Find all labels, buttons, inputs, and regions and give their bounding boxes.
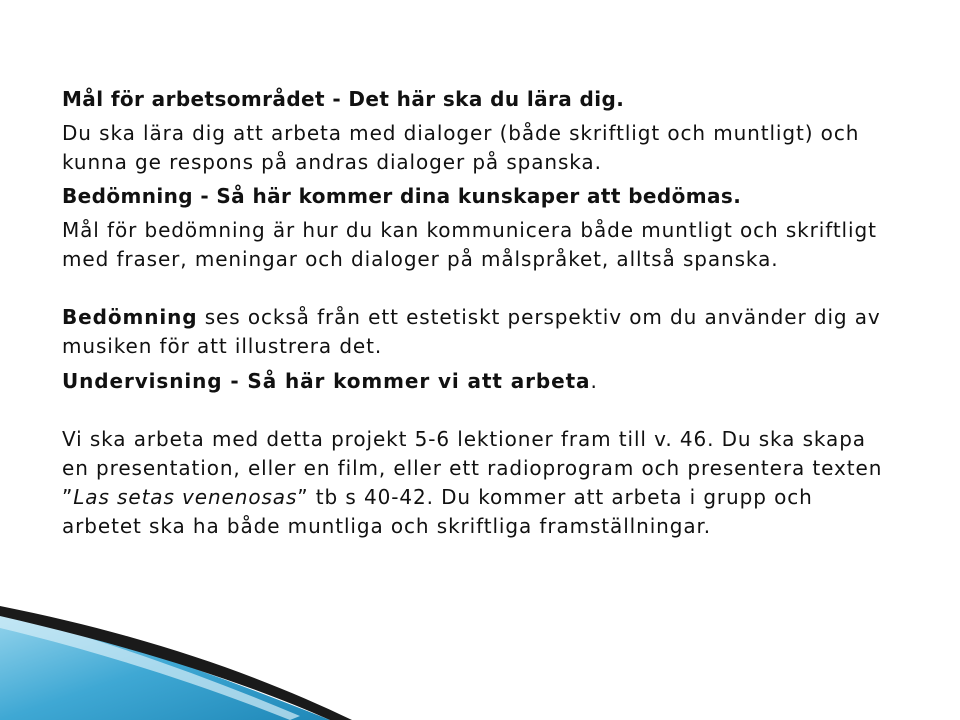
teaching-body [62,425,892,541]
book-title: Las setas venenosas [73,485,298,509]
teaching-body-before: Vi ska arbeta med detta projekt 5-6 lektioner fram till v. 46. Du ska skapa en presentation, eller en film, eller ett radioprogram och presentera texten ” [62,427,883,509]
teaching-heading [62,367,892,396]
dark-stripe-shape [0,606,352,720]
assessment-aesthetic-bold: Bedömning [62,305,198,329]
goals-heading: Mål för arbetsområdet - Det här ska du lära dig. [62,87,625,111]
blue-wave-shape [0,608,330,720]
light-wave-shape [0,612,300,720]
teaching-body-after: ” tb s 40-42. Du kommer att arbeta i grupp och arbetet ska ha både muntliga och skriftliga framställningar. [62,485,813,538]
teaching-heading-bold: Undervisning - Så här kommer vi att arbeta [62,369,591,393]
slide-content [62,84,892,541]
assessment-heading: Bedömning - Så här kommer dina kunskaper att bedömas. [62,184,742,208]
assessment-aesthetic-text: ses också från ett estetiskt perspektiv om du använder dig av musiken för att illustrera det. [62,305,881,358]
teaching-heading-tail: . [590,369,598,393]
assessment-aesthetic [62,303,892,361]
goals-body: Du ska lära dig att arbeta med dialoger (både skriftligt och muntligt) och kunna ge respons på andras dialoger på spanska. [62,121,860,174]
assessment-body: Mål för bedömning är hur du kan kommunicera både muntligt och skriftligt med fraser, meningar och dialoger på målspråket, alltså spanska. [62,218,877,271]
